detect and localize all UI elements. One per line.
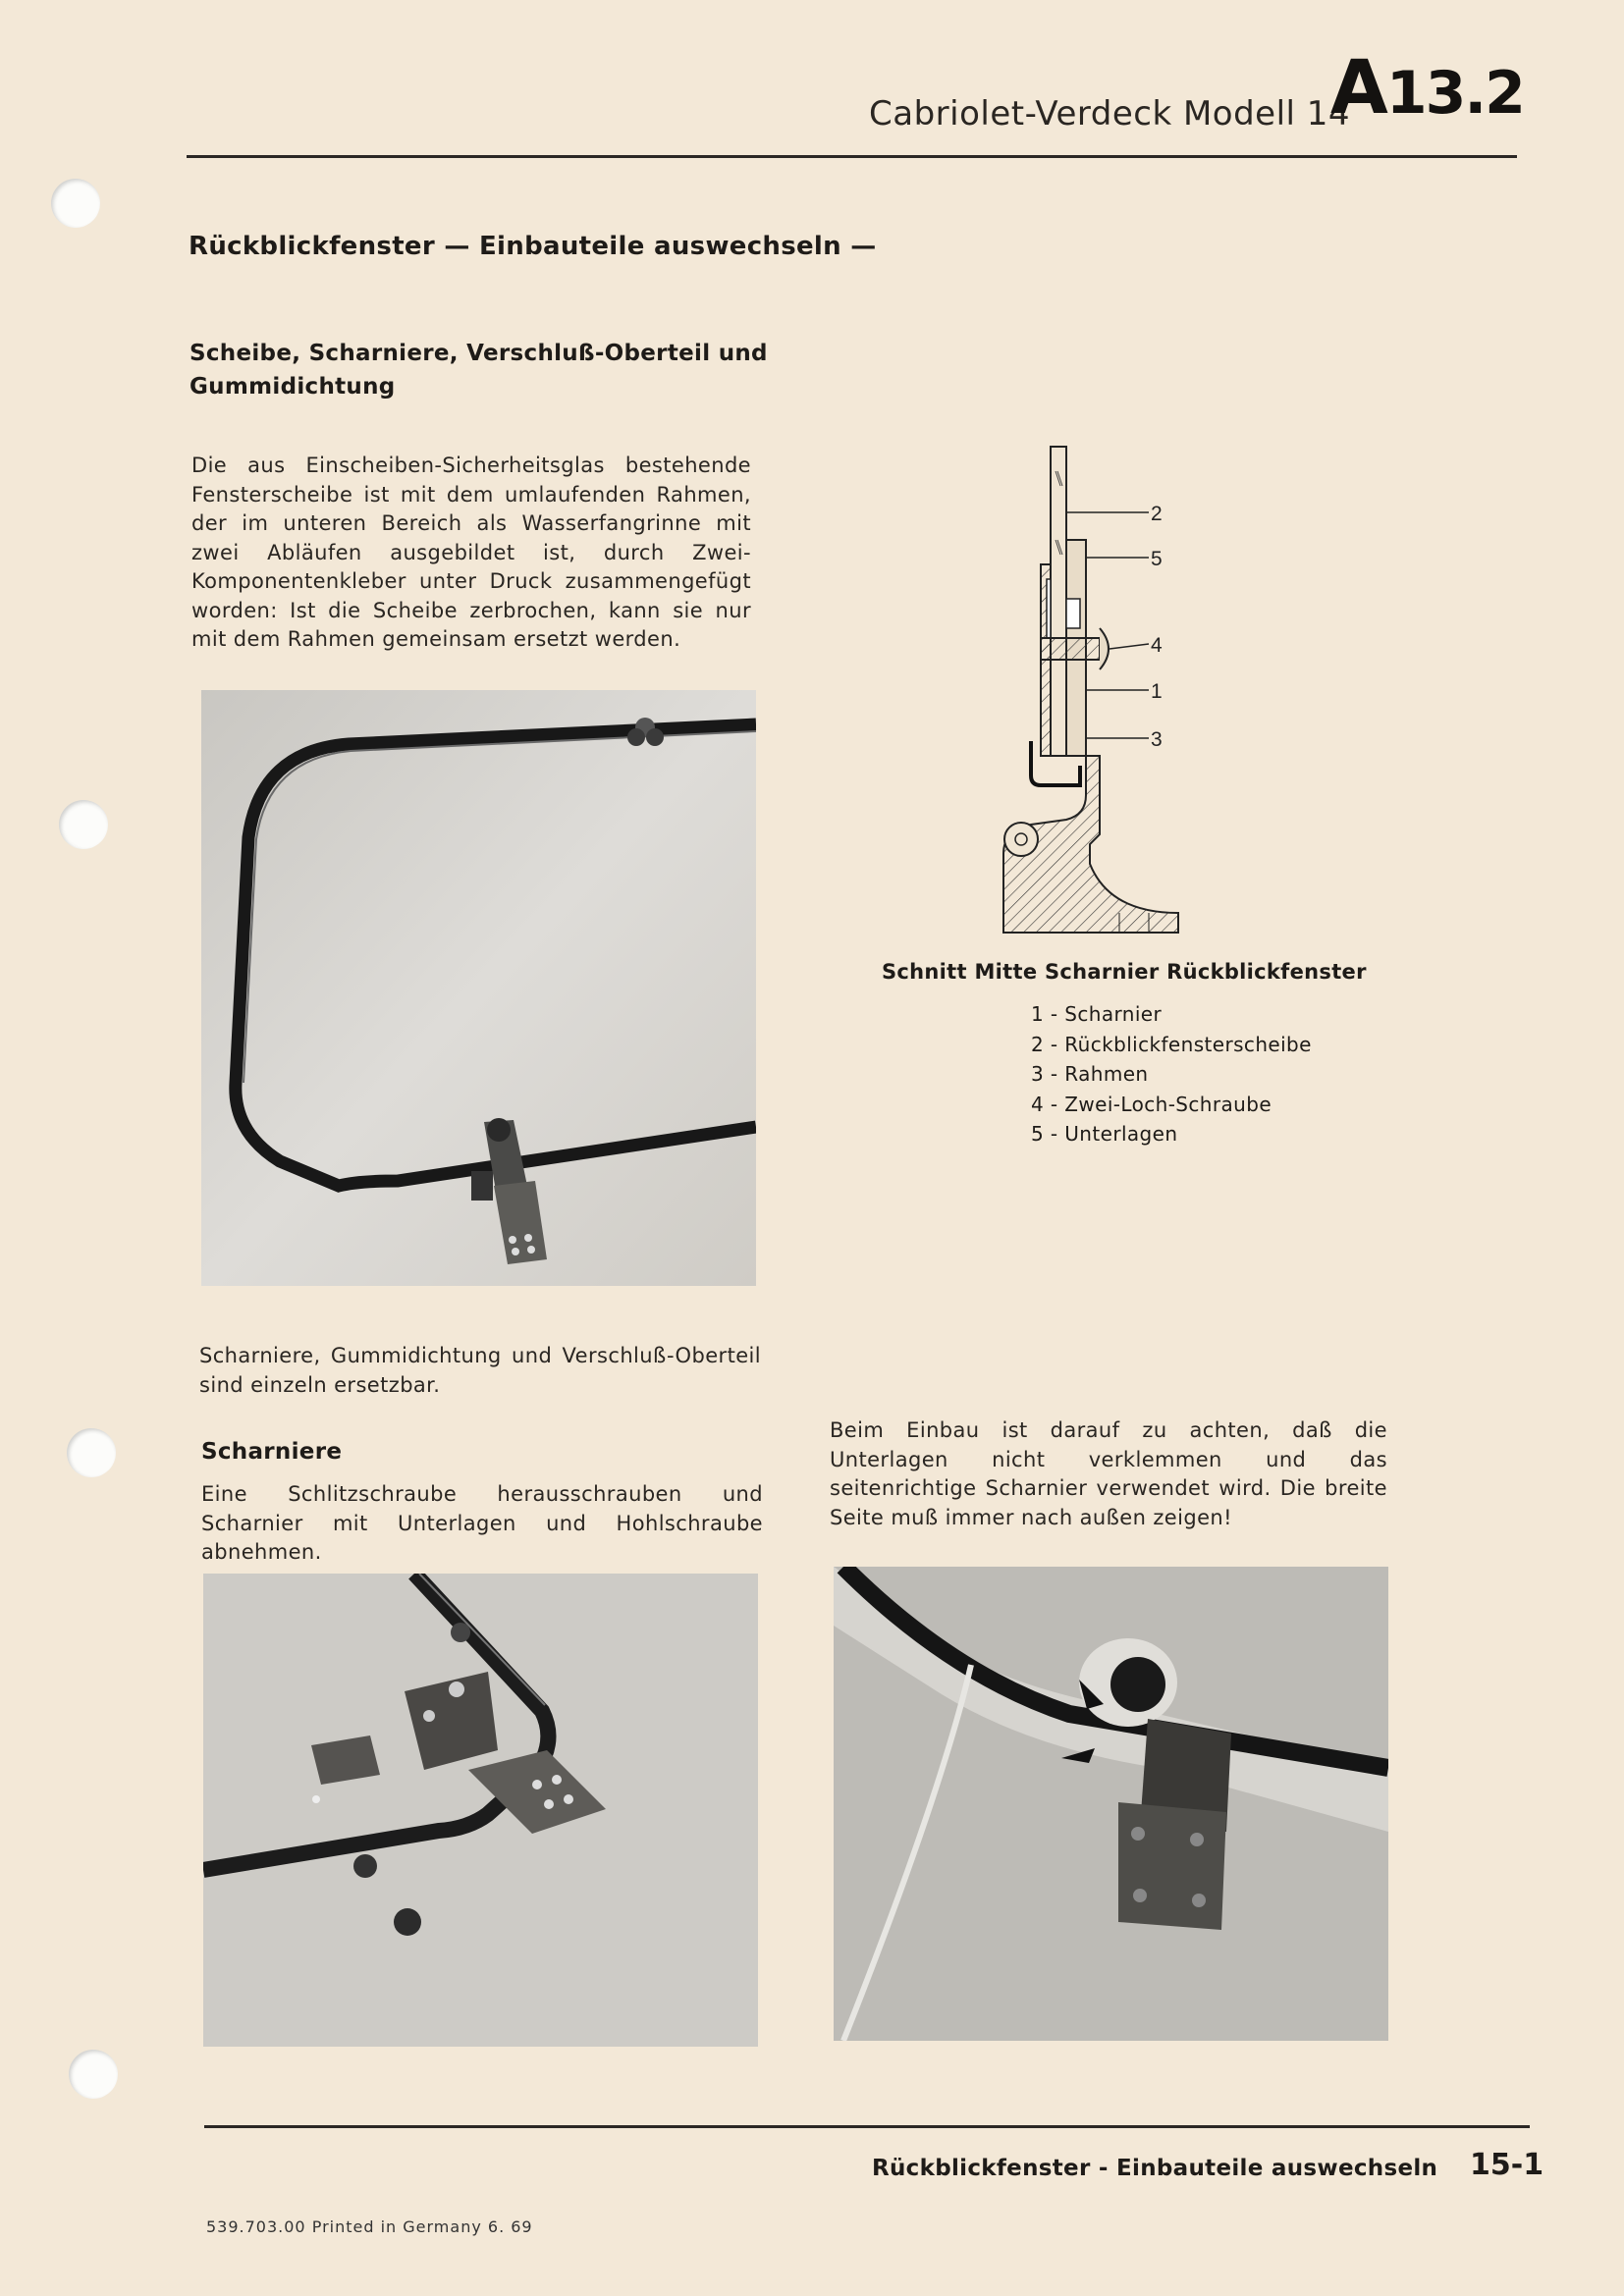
glass-pane (1051, 447, 1066, 756)
section-code-number: 13.2 (1385, 59, 1524, 128)
installation-note: Beim Einbau ist darauf zu achten, daß die Unterlagen nicht verklemmen und das seitenrichtige Scharnier verwendet wird. Die breite Seite muß immer nach außen zeigen! (830, 1418, 1387, 1529)
hinges-instructions: Eine Schlitzschraube herausschrauben und Scharnier mit Unterlagen und Hohlschraube abnehmen. (201, 1482, 763, 1564)
page-number: 15-1 (1470, 2148, 1544, 2182)
binder-hole (69, 2050, 118, 2099)
intro-paragraph: Die aus Einscheiben-Sicherheitsglas bestehende Fensterscheibe ist mit dem umlaufenden Rahmen, der im unteren Bereich als Wasserfangrinne mit zwei Abläufen ausgebildet ist, durch Zwei-Komponentenkleber unter Druck zusammengefügt worden: Ist die Scheibe zerbrochen, kann sie nur mit dem Rahmen gemeinsam ersetzt werden. (191, 454, 751, 651)
section-code (1330, 43, 1524, 131)
photo-hinge-removed (203, 1574, 758, 2047)
header-rule (187, 155, 1517, 158)
callout-label: 4 (1151, 634, 1163, 657)
section-subtitle-line: Scheibe, Scharniere, Verschluß-Oberteil und (189, 341, 768, 366)
callout-label: 5 (1151, 548, 1163, 570)
footer-title: Rückblickfenster - Einbauteile auswechseln (872, 2156, 1438, 2181)
legend-item: 5 - Unterlagen (1031, 1122, 1178, 1146)
legend-item: 4 - Zwei-Loch-Schraube (1031, 1092, 1272, 1116)
legend-item: 1 - Scharnier (1031, 1002, 1163, 1026)
legend-item: 2 - Rückblickfensterscheibe (1031, 1032, 1312, 1056)
print-info: 539.703.00 Printed in Germany 6. 69 (206, 2217, 533, 2236)
photo-hinge-installed (834, 1567, 1388, 2041)
binder-hole (51, 179, 100, 228)
page-title: Rückblickfenster — Einbauteile auswechseln — (189, 232, 877, 261)
section-code-letter: A (1330, 43, 1386, 131)
footer-rule (204, 2125, 1530, 2128)
legend-item: 3 - Rahmen (1031, 1062, 1149, 1086)
header-title: Cabriolet-Verdeck Modell 14 (869, 94, 1351, 133)
diagram-caption: Schnitt Mitte Scharnier Rückblickfenster (882, 960, 1367, 984)
diagram-legend (1031, 999, 1312, 1149)
binder-hole (67, 1428, 116, 1477)
cross-section-diagram (1001, 442, 1237, 947)
callout-label: 1 (1151, 680, 1163, 703)
callout-label: 3 (1151, 728, 1163, 751)
hinges-heading: Scharniere (201, 1439, 343, 1465)
binder-hole (59, 800, 108, 849)
section-subtitle (189, 337, 779, 403)
photo-window-frame (201, 690, 756, 1286)
replaceable-note: Scharniere, Gummidichtung und Verschluß-Oberteil sind einzeln ersetzbar. (199, 1344, 761, 1397)
hinge-section (1003, 756, 1178, 933)
section-subtitle-line: Gummidichtung (189, 374, 396, 400)
callout-label: 2 (1151, 503, 1163, 525)
